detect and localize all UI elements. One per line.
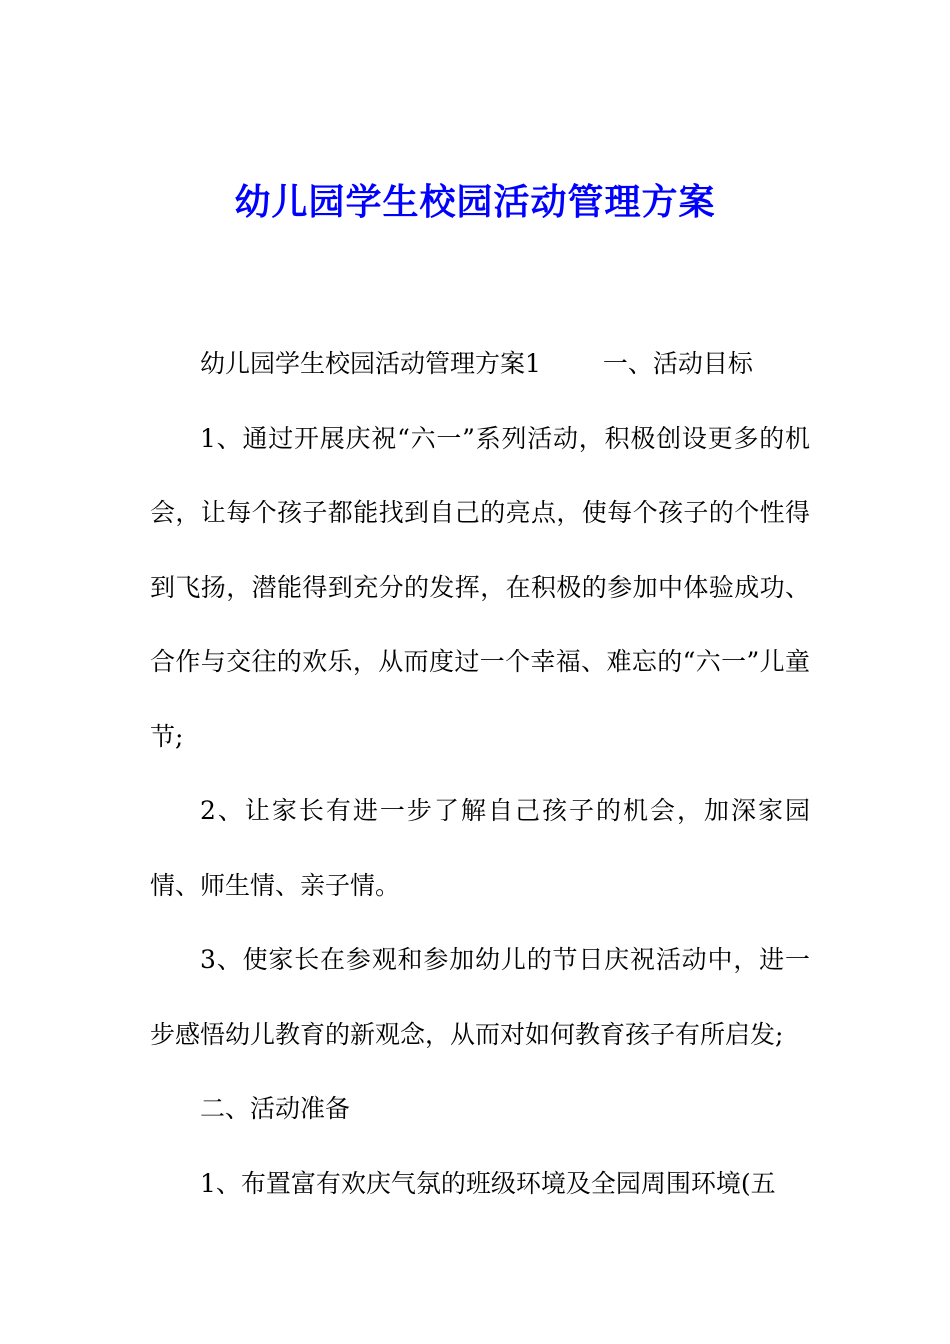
document-body [150,327,810,1221]
plan-heading: 幼儿园学生校园活动管理方案1 [200,349,541,378]
document-title: 幼儿园学生校园活动管理方案 [234,181,716,223]
paragraph-goal-2: 2、让家长有进一步了解自己孩子的机会，加深家园情、师生情、亲子情。 [150,796,810,900]
paragraph-goal-3: 3、使家长在参观和参加幼儿的节日庆祝活动中，进一步感悟幼儿教育的新观念，从而对如何教育孩子有所启发; [150,945,810,1049]
section-heading-goals: 一、活动目标 [602,349,753,378]
paragraph-goal-1: 1、通过开展庆祝“六一”系列活动，积极创设更多的机会，让每个孩子都能找到自己的亮点，使每个孩子的个性得到飞扬，潜能得到充分的发挥，在积极的参加中体验成功、合作与交往的欢乐，从而度过一个幸福、难忘的“六一”儿童节; [150,423,810,751]
section-heading-preparation: 二、活动准备 [200,1094,351,1123]
paragraph-prep-1: 1、布置富有欢庆气氛的班级环境及全园周围环境(五 [200,1168,776,1198]
paragraph-intro [150,327,810,402]
